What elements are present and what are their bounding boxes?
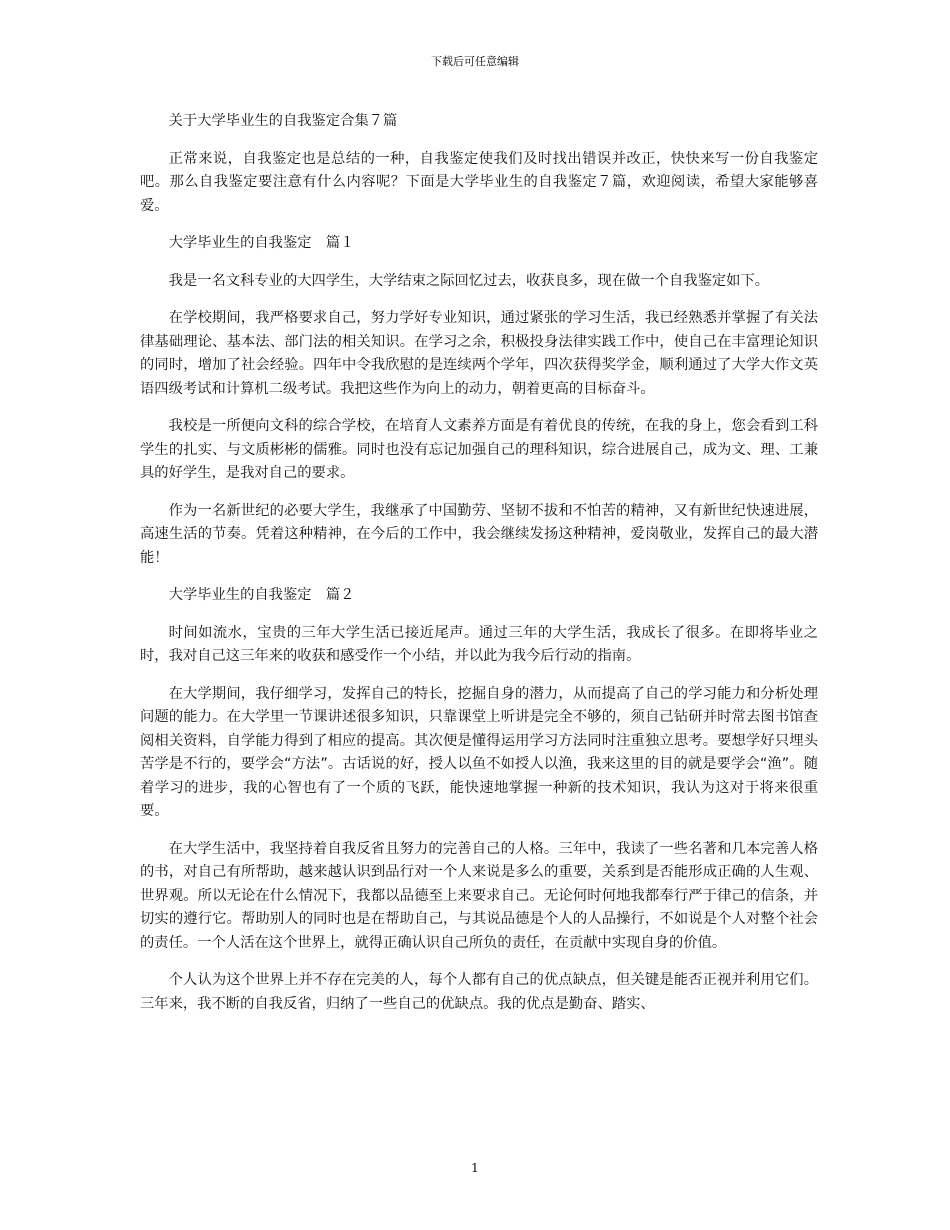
paragraph: 时间如流水，宝贵的三年大学生活已接近尾声。通过三年的大学生活，我成长了很多。在即将毕业之时，我对自己这三年来的收获和感受作一个小结，并以此为我今后行动的指南。 bbox=[140, 624, 818, 664]
paragraph: 个人认为这个世界上并不存在完美的人，每个人都有自己的优点缺点，但关键是能否正视并利用它们。三年来，我不断的自我反省，归纳了一些自己的优缺点。我的优点是勤奋、踏实、 bbox=[140, 972, 818, 1012]
section-heading-2: 大学毕业生的自我鉴定 篇２ bbox=[168, 587, 355, 603]
paragraph: 在大学生活中，我坚持着自我反省且努力的完善自己的人格。三年中，我读了一些名著和几本完善人格的书，对自己有所帮助，越来越认识到品行对一个人来说是多么的重要，关系到是否能形成正确的人生观、世界观。所以无论在什么情况下，我都以品德至上来要求自己。无论何时何地我都奉行严于律己的信条，并切实的遵行它。帮助别人的同时也是在帮助自己，与其说品德是个人的人品操行，不如说是个人对整个社会的责任。一个人活在这个世界上，就得正确认识自己所负的责任，在贡献中实现自身的价值。 bbox=[140, 840, 818, 951]
paragraph: 我是一名文科专业的大四学生，大学结束之际回忆过去，收获良多，现在做一个自我鉴定如下。 bbox=[168, 272, 770, 289]
document-title: 关于大学毕业生的自我鉴定合集７篇 bbox=[168, 113, 398, 129]
paragraph: 我校是一所便向文科的综合学校，在培育人文素养方面是有着优良的传统，在我的身上，您会看到工科学生的扎实、与文质彬彬的儒雅。同时也没有忘记加强自己的理科知识，综合进展自己，成为文、理、工兼具的好学生，是我对自己的要求。 bbox=[140, 418, 818, 481]
section-heading-1: 大学毕业生的自我鉴定 篇１ bbox=[168, 235, 355, 251]
document-body bbox=[140, 110, 818, 1030]
page-number: 1 bbox=[471, 1161, 479, 1175]
intro-paragraph: 正常来说，自我鉴定也是总结的一种，自我鉴定使我们及时找出错误并改正，快快来写一份自我鉴定吧。那么自我鉴定要注意有什么内容呢？下面是大学毕业生的自我鉴定７篇，欢迎阅读，希望大家能够喜爱。 bbox=[140, 150, 818, 214]
paragraph: 在大学期间，我仔细学习，发挥自己的特长，挖掘自身的潜力，从而提高了自己的学习能力和分析处理问题的能力。在大学里一节课讲述很多知识，只靠课堂上听讲是完全不够的，须自己钻研并时常去图书馆查阅相关资料，自学能力得到了相应的提高。其次便是懂得运用学习方法同时注重独立思考。要想学好只埋头苦学是不行的，要学会“方法”。古话说的好，授人以鱼不如授人以渔，我来这里的目的就是要学会“渔”。随着学习的进步，我的心智也有了一个质的飞跃，能快速地掌握一种新的技术知识，我认为这对于将来很重要。 bbox=[140, 685, 818, 819]
paragraph: 在学校期间，我严格要求自己，努力学好专业知识，通过紧张的学习生活，我已经熟悉并掌握了有关法律基础理论、基本法、部门法的相关知识。在学习之余，积极投身法律实践工作中，使自己在丰富理论知识的同时，增加了社会经验。四年中令我欣慰的是连续两个学年，四次获得奖学金，顺利通过了大学大作文英语四级考试和计算机二级考试。我把这些作为向上的动力，朝着更高的目标奋斗。 bbox=[140, 310, 818, 397]
paragraph: 作为一名新世纪的必要大学生，我继承了中国勤劳、坚韧不拔和不怕苦的精神，又有新世纪快速进展，高速生活的节奏。凭着这种精神，在今后的工作中，我会继续发扬这种精神，爱岗敬业，发挥自己的最大潜能！ bbox=[140, 502, 818, 566]
page-header: 下载后可任意编辑 bbox=[431, 55, 519, 68]
